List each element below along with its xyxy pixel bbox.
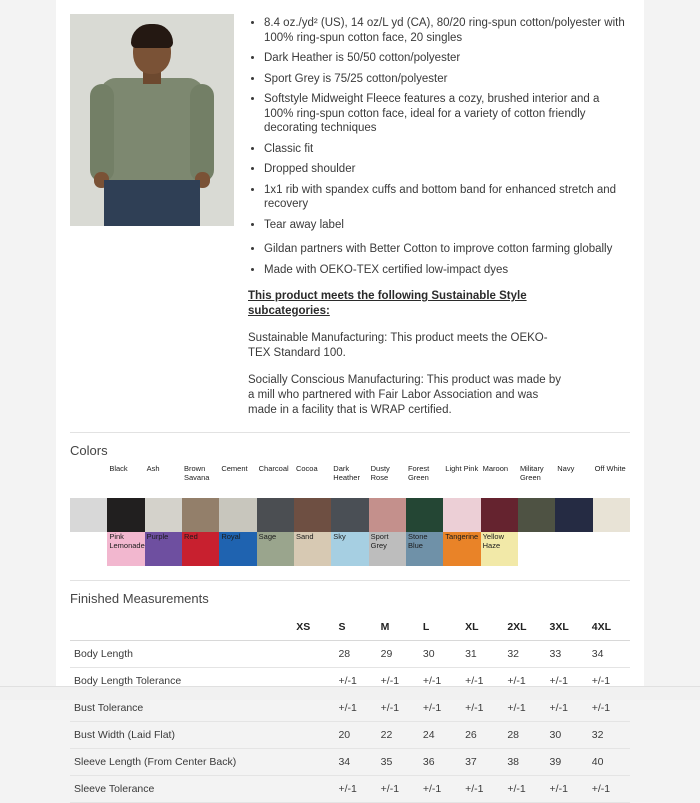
color-swatch-purple[interactable] [145, 532, 182, 566]
color-swatch-military-green[interactable] [518, 498, 555, 532]
measurement-value: 31 [461, 641, 503, 668]
measurement-value: 30 [419, 641, 461, 668]
color-swatch-light-pink[interactable] [443, 498, 480, 532]
measurement-value: +/-1 [334, 668, 376, 695]
measurement-label: Bust Width (Laid Flat) [70, 722, 292, 749]
colors-title: Colors [56, 443, 644, 464]
color-swatch-stone-blue[interactable] [406, 532, 443, 566]
color-swatch-label: Dark Heather [333, 465, 367, 482]
measurement-value: 32 [588, 722, 630, 749]
measurement-value: 30 [546, 722, 588, 749]
color-swatch-dusty-rose[interactable] [369, 498, 406, 532]
color-swatch-yellow-haze[interactable] [481, 532, 518, 566]
measurement-label: Body Length Tolerance [70, 668, 292, 695]
color-swatch-label: Ash [147, 465, 181, 474]
table-row [70, 722, 630, 749]
bottom-bar [0, 686, 700, 700]
color-swatch-royal[interactable] [219, 532, 256, 566]
measurement-value [292, 722, 334, 749]
measurement-value: 32 [503, 641, 545, 668]
model-arm-right [190, 84, 214, 182]
color-swatch-cocoa[interactable] [294, 498, 331, 532]
feature-list-secondary [248, 242, 630, 277]
sustainable-style-heading: This product meets the following Sustainable Style subcategories: [248, 289, 538, 319]
color-swatch-empty [518, 532, 555, 566]
product-overview [56, 14, 644, 418]
color-swatch-dark-heather[interactable] [331, 498, 368, 532]
measurement-value [546, 776, 588, 803]
table-row [70, 641, 630, 668]
measurement-value: +/-1 [503, 695, 545, 722]
measurement-value: 34 [588, 641, 630, 668]
color-swatch-grid [56, 464, 644, 566]
color-swatch-label: Yellow Haze [483, 533, 517, 550]
list-item: • Made with OEKO-TEX certified low-impact dyes [264, 263, 630, 278]
measurement-value [588, 776, 630, 803]
list-item: • Dropped shoulder [264, 162, 630, 177]
color-swatch-sky[interactable] [331, 532, 368, 566]
measurement-value: +/-1 [377, 695, 419, 722]
size-header-m: M [377, 614, 419, 641]
color-swatch-label: Cocoa [296, 465, 330, 474]
color-swatch-label: Sand [296, 533, 330, 542]
color-swatch-cement[interactable] [219, 498, 256, 532]
list-item: • Softstyle Midweight Fleece features a cozy, brushed interior and a 100% ring-spun cotton face, ideal for a variety of cotton friendly decorating techniques [264, 92, 630, 136]
swatch-row-2 [70, 532, 630, 566]
measurement-value [377, 776, 419, 803]
section-divider-measurements [70, 580, 630, 581]
color-swatch-label: Sage [259, 533, 293, 542]
feature-list-primary [248, 16, 630, 232]
measurement-value: 33 [546, 641, 588, 668]
measurement-value: 28 [503, 722, 545, 749]
color-swatch-black[interactable] [107, 498, 144, 532]
color-swatch-charcoal[interactable] [257, 498, 294, 532]
color-swatch-label: Sport Grey [371, 533, 405, 550]
measurement-value: 20 [334, 722, 376, 749]
size-header-4xl: 4XL [588, 614, 630, 641]
color-swatch-label: Sky [333, 533, 367, 542]
list-item: • Dark Heather is 50/50 cotton/polyester [264, 51, 630, 66]
measurement-value [419, 776, 461, 803]
color-swatch-dark-heather[interactable] [331, 464, 368, 498]
measurements-title: Finished Measurements [56, 591, 644, 610]
color-swatch-label: Pink Lemonade [109, 533, 143, 550]
section-divider-colors [70, 432, 630, 433]
color-swatch-brown-savana[interactable] [182, 498, 219, 532]
measurement-label [70, 776, 292, 803]
color-swatch-label: Military Green [520, 465, 554, 482]
list-item: • Classic fit [264, 142, 630, 157]
list-item: • Gildan partners with Better Cotton to improve cotton farming globally [264, 242, 630, 257]
color-swatch-off-white[interactable] [593, 498, 630, 532]
measurement-value: 37 [461, 749, 503, 776]
measurement-value: 29 [377, 641, 419, 668]
size-header-2xl: 2XL [503, 614, 545, 641]
color-swatch-navy[interactable] [555, 498, 592, 532]
size-header-3xl: 3XL [546, 614, 588, 641]
color-swatch-cocoa[interactable] [294, 464, 331, 498]
swatch-row-labels [70, 464, 630, 498]
color-swatch-label: Red [184, 533, 218, 542]
size-header-xs: XS [292, 614, 334, 641]
color-swatch-black[interactable] [107, 464, 144, 498]
color-swatch-charcoal[interactable] [257, 464, 294, 498]
color-swatch-label: Charcoal [259, 465, 293, 474]
measurement-value: +/-1 [588, 668, 630, 695]
color-swatch-empty [555, 532, 592, 566]
color-swatch-sport-grey[interactable] [369, 532, 406, 566]
measurement-label: Bust Tolerance [70, 695, 292, 722]
color-swatch-label: Tangerine [445, 533, 479, 542]
color-swatch-navy[interactable] [555, 464, 592, 498]
color-swatch-empty [593, 532, 630, 566]
color-swatch-ash[interactable] [145, 464, 182, 498]
model-arm-left [90, 84, 114, 182]
color-swatch-ash[interactable] [145, 498, 182, 532]
page-content [56, 0, 644, 803]
measurement-value: +/-1 [419, 668, 461, 695]
measurement-value: 28 [334, 641, 376, 668]
measurement-value: 26 [461, 722, 503, 749]
measurement-value [292, 776, 334, 803]
color-swatch-label: Maroon [483, 465, 517, 474]
model-jeans [104, 180, 200, 226]
color-swatch-label: Black [109, 465, 143, 474]
measurement-value: 35 [377, 749, 419, 776]
table-header [70, 614, 630, 641]
color-swatch-pink-lemonade[interactable] [107, 532, 144, 566]
model-sweatshirt [100, 78, 204, 182]
color-swatch-off-white[interactable] [593, 464, 630, 498]
table-row [70, 776, 630, 803]
color-swatch-empty [70, 464, 107, 498]
color-swatch-maroon[interactable] [481, 464, 518, 498]
product-page [56, 0, 644, 700]
color-swatch-tangerine[interactable] [443, 532, 480, 566]
measurement-value: 34 [334, 749, 376, 776]
size-header-xl: XL [461, 614, 503, 641]
color-swatch-label: Light Pink [445, 465, 479, 474]
measurement-value: +/-1 [334, 695, 376, 722]
color-swatch-brown-savana[interactable] [182, 464, 219, 498]
sustainable-manufacturing-text: Sustainable Manufacturing: This product meets the OEKO-TEX Standard 100. [248, 331, 568, 361]
color-swatch-label: Off White [595, 465, 629, 474]
color-swatch-empty [70, 498, 107, 532]
measurement-value [292, 641, 334, 668]
measurement-value: +/-1 [546, 668, 588, 695]
socially-conscious-text: Socially Conscious Manufacturing: This product was made by a mill who partnered with Fair Labor Association and was made in a facility that is WRAP certified. [248, 373, 568, 418]
measurement-value: +/-1 [546, 695, 588, 722]
measurement-value [292, 749, 334, 776]
measurement-value: 40 [588, 749, 630, 776]
measurement-value: +/-1 [419, 695, 461, 722]
measurement-value: 38 [503, 749, 545, 776]
measurement-value: 22 [377, 722, 419, 749]
color-swatch-label: Forest Green [408, 465, 442, 482]
table-body [70, 641, 630, 803]
measurement-value: 24 [419, 722, 461, 749]
finished-measurements-table [70, 614, 630, 803]
measurement-value: +/-1 [503, 668, 545, 695]
swatch-row-1 [70, 498, 630, 532]
measurement-value: +/-1 [377, 668, 419, 695]
color-swatch-label: Cement [221, 465, 255, 474]
color-swatch-label: Purple [147, 533, 181, 542]
color-swatch-label: Dusty Rose [371, 465, 405, 482]
color-swatch-empty [70, 532, 107, 566]
table-corner-cell [70, 614, 292, 641]
measurement-value: +/-1 [461, 695, 503, 722]
measurement-value: +/-1 [588, 695, 630, 722]
left-gutter [0, 0, 56, 700]
size-header-l: L [419, 614, 461, 641]
color-swatch-label: Brown Savana [184, 465, 218, 482]
color-swatch-dusty-rose[interactable] [369, 464, 406, 498]
size-header-s: S [334, 614, 376, 641]
measurement-value: 39 [546, 749, 588, 776]
table-row [70, 749, 630, 776]
color-swatch-forest-green[interactable] [406, 464, 443, 498]
list-item: • Sport Grey is 75/25 cotton/polyester [264, 72, 630, 87]
color-swatch-sage[interactable] [257, 532, 294, 566]
measurement-value [461, 776, 503, 803]
color-swatch-forest-green[interactable] [406, 498, 443, 532]
color-swatch-cement[interactable] [219, 464, 256, 498]
list-item: • 8.4 oz./yd² (US), 14 oz/L yd (CA), 80/20 ring-spun cotton/polyester with 100% ring-spun cotton face, 20 singles [264, 16, 630, 45]
measurement-value: +/-1 [461, 668, 503, 695]
color-swatch-maroon[interactable] [481, 498, 518, 532]
list-item: • 1x1 rib with spandex cuffs and bottom band for enhanced stretch and recovery [264, 183, 630, 212]
measurement-value [334, 776, 376, 803]
measurement-value: 36 [419, 749, 461, 776]
table-header-row [70, 614, 630, 641]
color-swatch-sand[interactable] [294, 532, 331, 566]
color-swatch-red[interactable] [182, 532, 219, 566]
measurement-label: Sleeve Length (From Center Back) [70, 749, 292, 776]
product-features [248, 14, 630, 418]
color-swatch-military-green[interactable] [518, 464, 555, 498]
measurement-label: Body Length [70, 641, 292, 668]
color-swatch-label: Royal [221, 533, 255, 542]
list-item: • Tear away label [264, 218, 630, 233]
product-photo[interactable] [70, 14, 234, 226]
color-swatch-label: Stone Blue [408, 533, 442, 550]
color-swatch-label: Navy [557, 465, 591, 474]
color-swatch-light-pink[interactable] [443, 464, 480, 498]
measurement-value [503, 776, 545, 803]
